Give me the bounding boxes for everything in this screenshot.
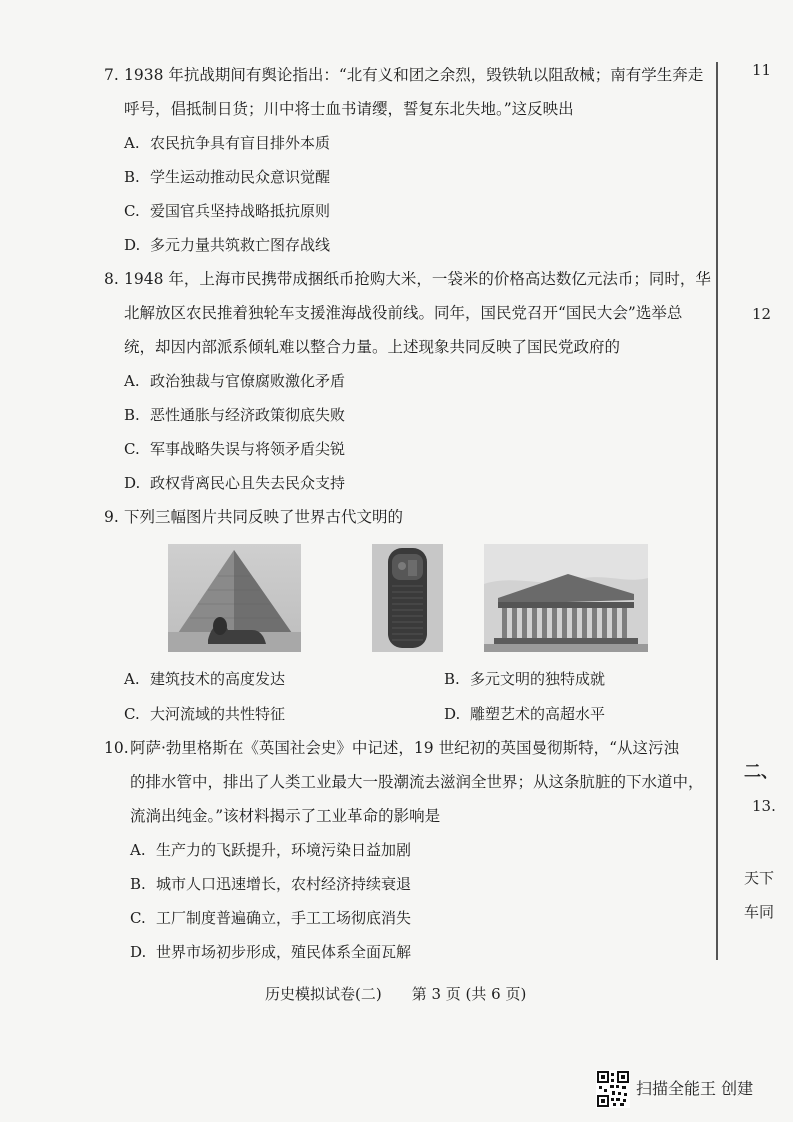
- q8-stem-line-2: 北解放区农民推着独轮车支援淮海战役前线。同年，国民党召开“国民大会”选举总: [124, 304, 683, 322]
- q7-stem-line-2: 呼号，倡抵制日货；川中将士血书请缨，誓复东北失地。”这反映出: [124, 100, 574, 118]
- right-column-fragment-text-1: 天下: [744, 869, 775, 887]
- q8-option-b: B. 恶性通胀与经济政策彻底失败: [124, 406, 346, 424]
- right-column-section-heading: 二、: [744, 762, 778, 782]
- qr-code-icon: [596, 1070, 630, 1108]
- right-column-fragment-13: 13.: [752, 797, 776, 815]
- q9-option-b: B. 多元文明的独特成就: [444, 670, 606, 688]
- right-column-fragment-12: 12: [752, 305, 772, 323]
- q10-option-a: A. 生产力的飞跃提升，环境污染日益加剧: [130, 841, 412, 859]
- q9-number: 9.: [104, 508, 119, 526]
- q8-stem-line-1: 8. 1948 年，上海市民携带成捆纸币抢购大米，一袋米的价格高达数亿元法币；同时，华: [104, 270, 711, 288]
- column-divider: [716, 62, 718, 960]
- stele-image: [372, 544, 443, 652]
- q10-stem-line-3: 流淌出纯金。”该材料揭示了工业革命的影响是: [130, 807, 441, 825]
- page-footer: 历史模拟试卷(二) 第 3 页 (共 6 页): [265, 985, 527, 1003]
- q9-option-d: D. 雕塑艺术的高超水平: [444, 705, 606, 723]
- q7-option-c: C. 爱国官兵坚持战略抵抗原则: [124, 202, 331, 220]
- q8-number: 8.: [104, 270, 119, 288]
- q8-option-d: D. 政权背离民心且失去民众支持: [124, 474, 346, 492]
- parthenon-image: [484, 544, 648, 652]
- q7-stem-line-1: 7. 1938 年抗战期间有舆论指出：“北有义和团之余烈，毁铁轨以阻敌械；南有学生奔走: [104, 66, 704, 84]
- q10-option-d: D. 世界市场初步形成，殖民体系全面瓦解: [130, 943, 412, 961]
- scanner-watermark: 扫描全能王 创建: [636, 1079, 754, 1098]
- q9-stem-line-1: 9. 下列三幅图片共同反映了世界古代文明的: [104, 508, 404, 526]
- q10-stem-line-1: 10.阿萨·勃里格斯在《英国社会史》中记述，19 世纪初的英国曼彻斯特，“从这污浊: [104, 739, 680, 757]
- q10-option-c: C. 工厂制度普遍确立，手工工场彻底消失: [130, 909, 412, 927]
- q7-number: 7.: [104, 66, 119, 84]
- q9-option-c: C. 大河流域的共性特征: [124, 705, 286, 723]
- pyramid-sphinx-image: [168, 544, 301, 652]
- q7-option-b: B. 学生运动推动民众意识觉醒: [124, 168, 331, 186]
- q10-number: 10.: [104, 739, 129, 757]
- q8-option-c: C. 军事战略失误与将领矛盾尖锐: [124, 440, 346, 458]
- q9-option-a: A. 建筑技术的高度发达: [124, 670, 286, 688]
- q10-stem-line-2: 的排水管中，排出了人类工业最大一股潮流去滋润全世界；从这条肮脏的下水道中，: [130, 773, 704, 791]
- q8-stem-line-3: 统，却因内部派系倾轧难以整合力量。上述现象共同反映了国民党政府的: [124, 338, 621, 356]
- q10-option-b: B. 城市人口迅速增长，农村经济持续衰退: [130, 875, 412, 893]
- right-column-fragment-text-2: 车同: [744, 903, 775, 921]
- right-column-fragment-11: 11: [752, 61, 772, 79]
- q8-option-a: A. 政治独裁与官僚腐败激化矛盾: [124, 372, 346, 390]
- q7-option-d: D. 多元力量共筑救亡图存战线: [124, 236, 331, 254]
- q7-option-a: A. 农民抗争具有盲目排外本质: [124, 134, 331, 152]
